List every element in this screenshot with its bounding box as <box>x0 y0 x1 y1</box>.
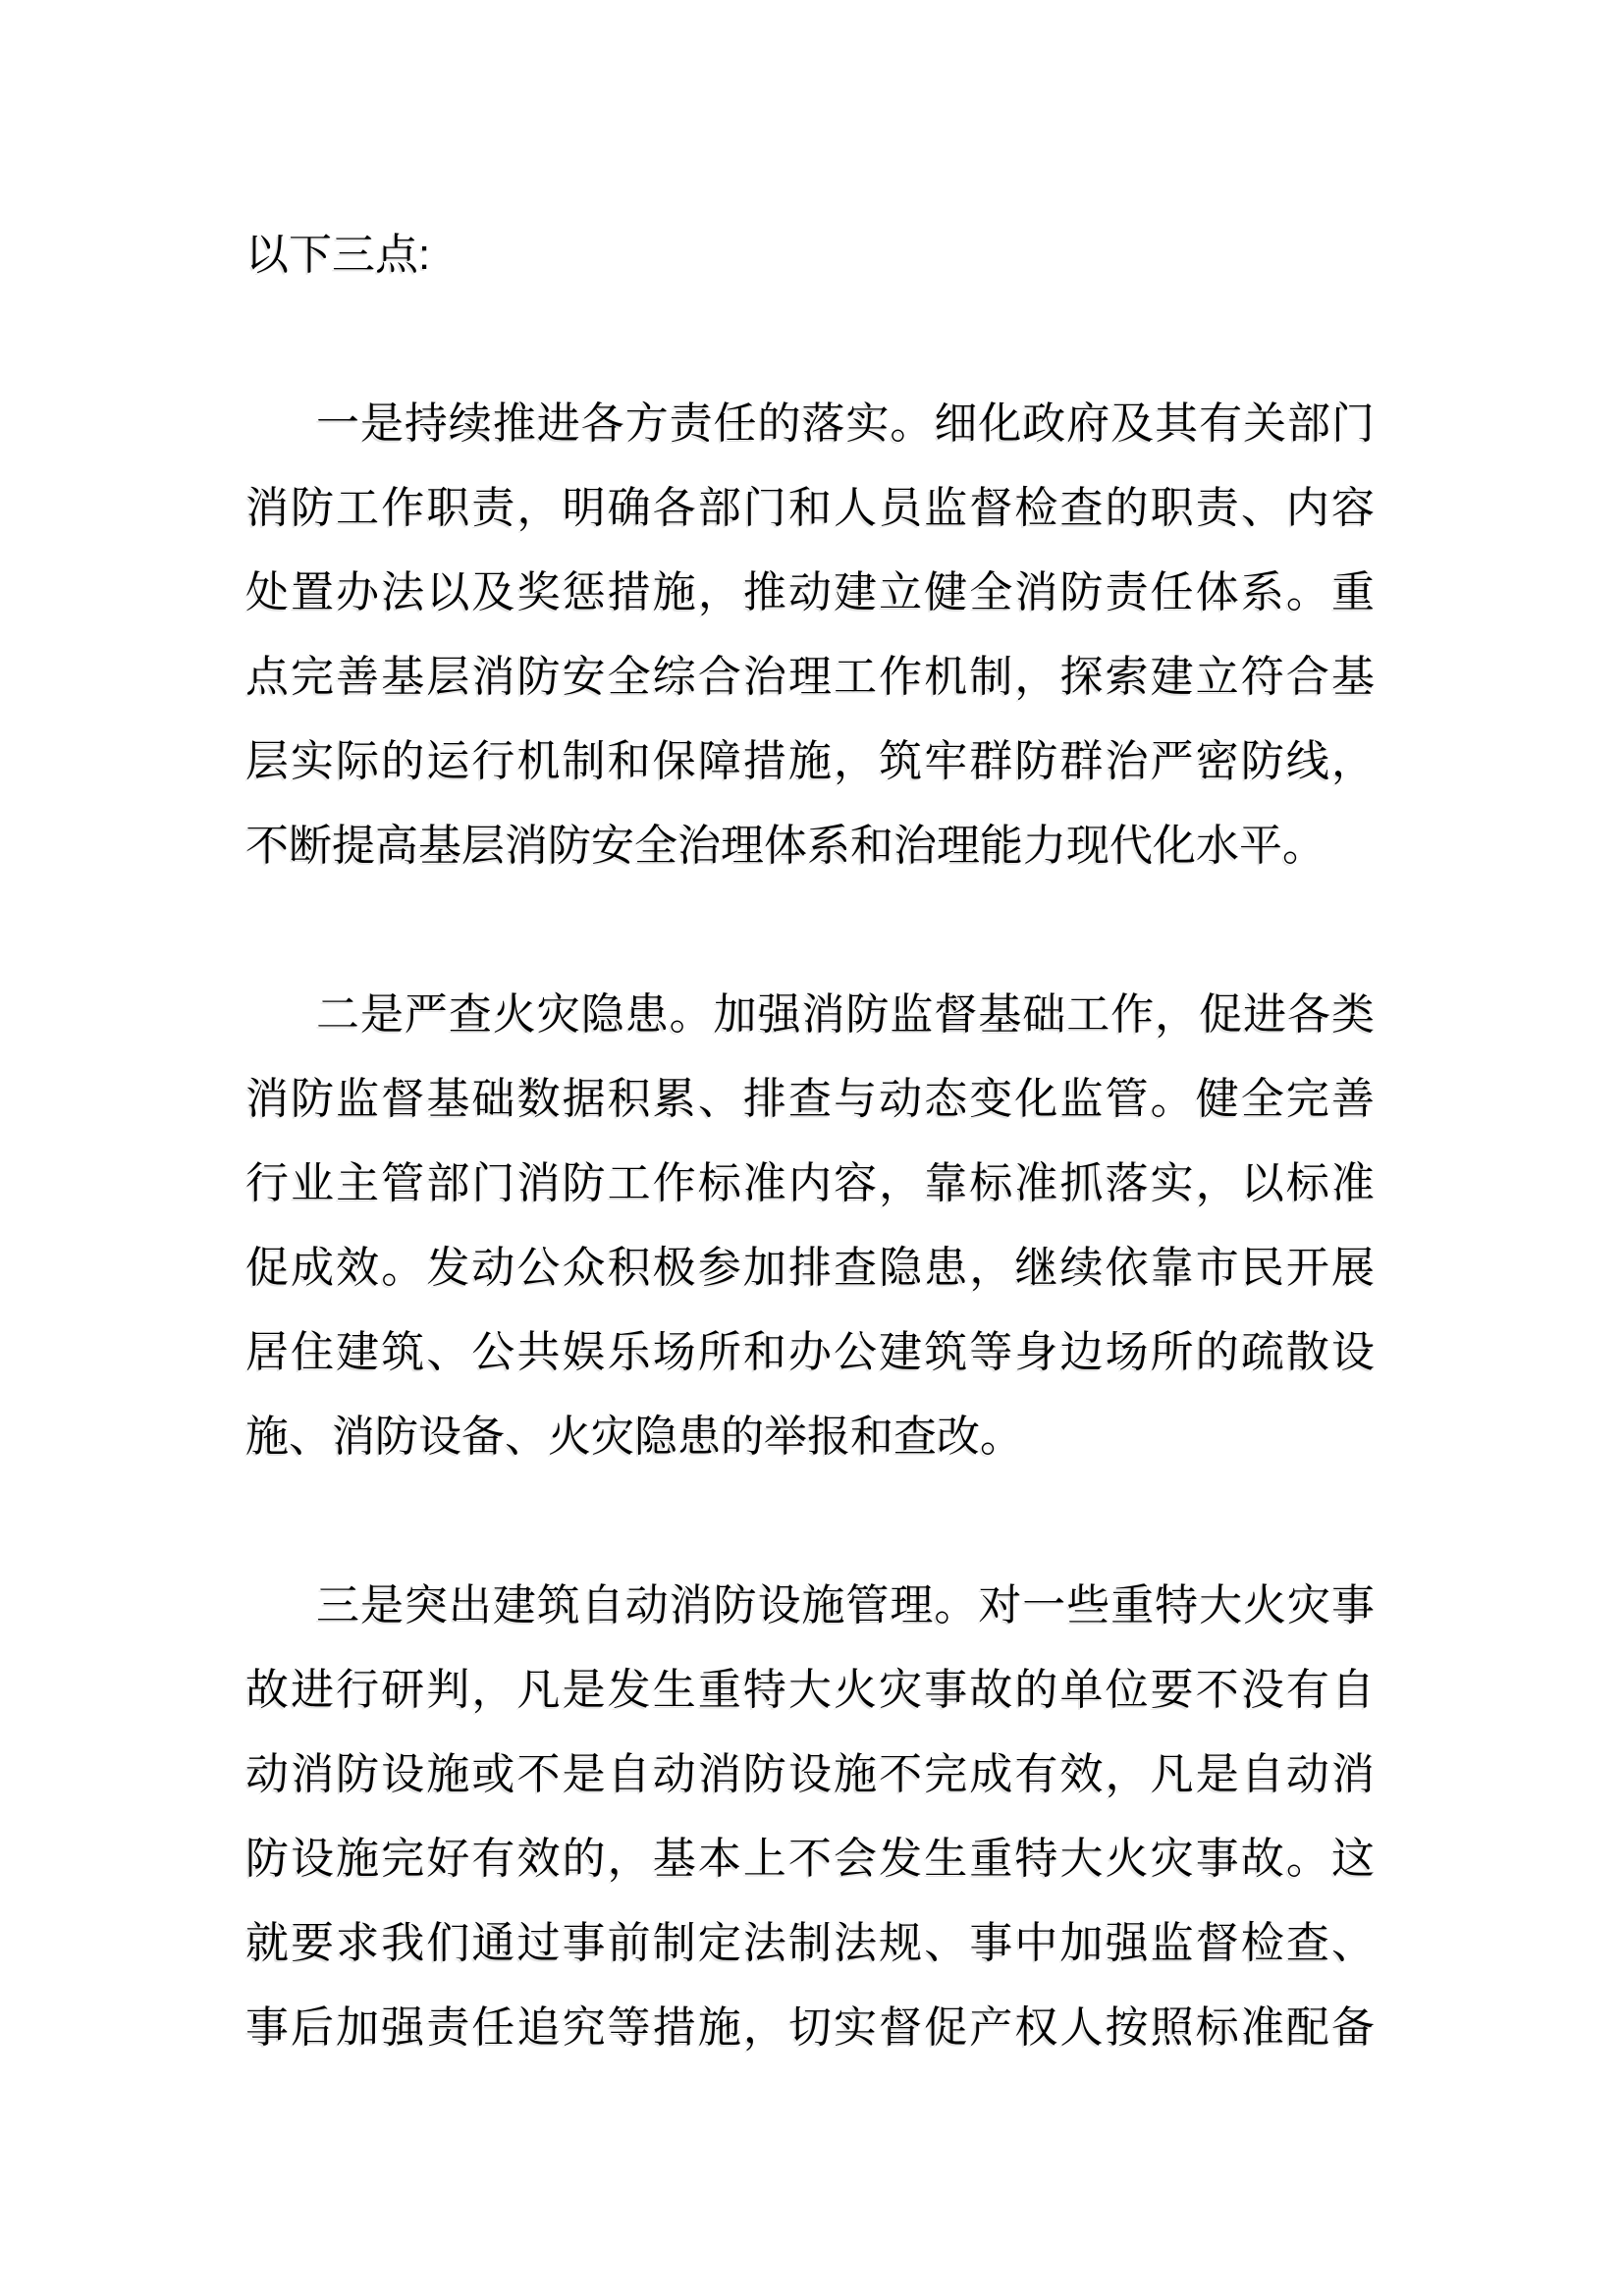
text-line: 居住建筑、公共娱乐场所和办公建筑等身边场所的疏散设 <box>245 1328 1375 1376</box>
text-line: 消防监督基础数据积累、排查与动态变化监管。健全完善 <box>245 1075 1375 1123</box>
text-line: 防设施完好有效的，基本上不会发生重特大火灾事故。这 <box>245 1835 1375 1883</box>
text-line: 不断提高基层消防安全治理体系和治理能力现代化水平。 <box>245 822 1326 870</box>
text-line: 行业主管部门消防工作标准内容，靠标准抓落实，以标准 <box>245 1159 1375 1207</box>
text-line: 点完善基层消防安全综合治理工作机制，探索建立符合基 <box>245 653 1375 701</box>
paragraph-3 <box>245 1564 1375 2070</box>
text-line: 处置办法以及奖惩措施，推动建立健全消防责任体系。重 <box>245 568 1375 616</box>
text-line: 消防工作职责，明确各部门和人员监督检查的职责、内容 <box>245 484 1375 532</box>
text-line: 就要求我们通过事前制定法制法规、事中加强监督检查、 <box>245 1919 1375 1967</box>
text-line: 施、消防设备、火灾隐患的举报和查改。 <box>245 1413 1023 1461</box>
text-line: 二是严查火灾隐患。加强消防监督基础工作，促进各类 <box>316 990 1375 1039</box>
intro-line: 以下三点: <box>245 231 431 279</box>
text-line: 层实际的运行机制和保障措施，筑牢群防群治严密防线， <box>245 737 1375 785</box>
text-line: 一是持续推进各方责任的落实。细化政府及其有关部门 <box>316 400 1375 448</box>
paragraph-2 <box>245 973 1375 1479</box>
text-line: 动消防设施或不是自动消防设施不完成有效，凡是自动消 <box>245 1750 1375 1798</box>
text-line: 事后加强责任追究等措施，切实督促产权人按照标准配备 <box>245 2003 1375 2052</box>
text-line: 故进行研判，凡是发生重特大火灾事故的单位要不没有自 <box>245 1666 1375 1714</box>
paragraph-1 <box>245 382 1375 888</box>
text-line: 三是突出建筑自动消防设施管理。对一些重特大火灾事 <box>316 1581 1375 1629</box>
text-line: 促成效。发动公众积极参加排查隐患，继续依靠市民开展 <box>245 1244 1375 1292</box>
